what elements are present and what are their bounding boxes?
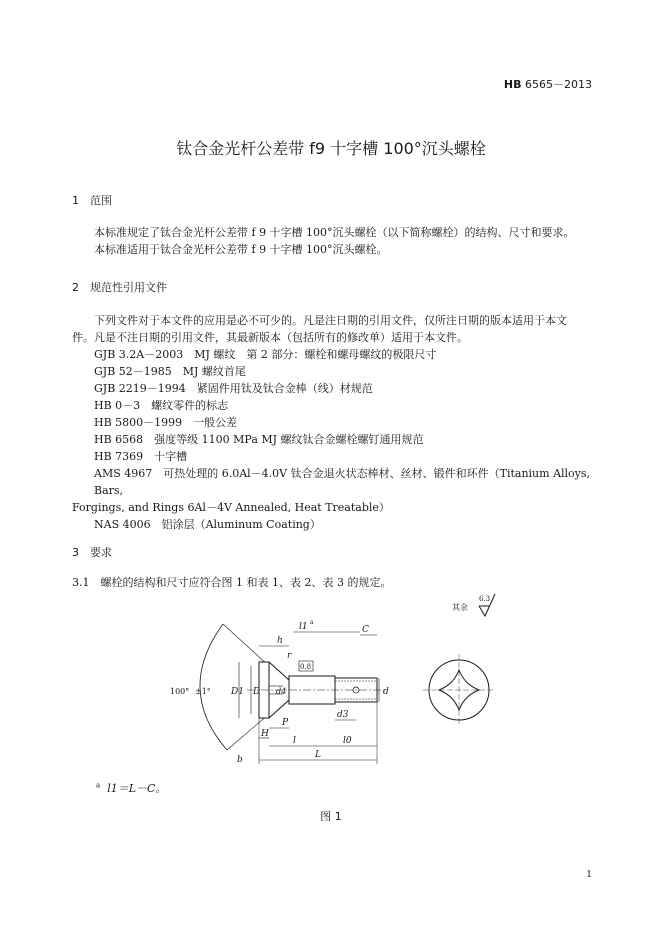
roughness-value: 6.3: [479, 595, 491, 603]
dim-l1: l1: [299, 622, 308, 632]
dim-d3: d3: [337, 710, 349, 720]
section-title: 范围: [90, 194, 112, 207]
dim-P: P: [282, 718, 289, 728]
page-title: 钛合金光杆公差带 f9 十字槽 100°沉头螺栓: [176, 139, 486, 158]
angle-tolerance: ±1°: [195, 687, 211, 696]
page-number: 1: [586, 870, 592, 880]
ref-item: HB 5800－1999 一般公差: [94, 416, 238, 429]
footnote-text: l1＝L－C。: [107, 782, 167, 795]
scope-p2: 本标准适用于钛合金光杆公差带 f 9 十字槽 100°沉头螺栓。: [94, 243, 388, 256]
ref-item-ams-cont: Forgings, and Rings 6Al－4V Annealed, Heat Treatable）: [72, 501, 390, 514]
footnote: [96, 780, 166, 796]
header-code: HB: [503, 78, 522, 91]
ref-item: HB 7369 十字槽: [94, 450, 188, 463]
ref-item-nas: NAS 4006 铝涂层（Aluminum Coating）: [94, 518, 321, 531]
ref-item: GJB 3.2A－2003 MJ 螺纹 第 2 部分：螺栓和螺母螺纹的极限尺寸: [94, 348, 437, 361]
angle-ext-top: [223, 624, 269, 666]
ref-item: HB 6568 强度等级 1100 MPa MJ 螺纹钛合金螺栓螺钉通用规范: [94, 433, 424, 446]
ref-item: GJB 52－1985 MJ 螺纹首尾: [94, 365, 246, 378]
section-3-heading: [72, 544, 112, 560]
section-2-heading: [72, 279, 167, 295]
runout-value: 0.8: [300, 663, 312, 671]
bolt-figure: [165, 590, 585, 780]
ref-item: GJB 2219－1994 紧固件用钛及钛合金棒（线）材规范: [94, 382, 373, 395]
scope-body: [72, 224, 592, 258]
dim-l1-mark: a: [310, 619, 314, 626]
header-number: 6565－2013: [525, 78, 592, 91]
section-1-heading: [72, 192, 112, 208]
section-number: 2: [72, 281, 79, 294]
dim-b: b: [237, 755, 243, 765]
figure-caption: 图 1: [320, 810, 342, 823]
dim-r: r: [287, 651, 292, 661]
refs-intro: 下列文件对于本文件的应用是必不可少的。凡是注日期的引用文件，仅所注日期的版本适用于本文: [94, 314, 567, 327]
req-3-1: [72, 574, 592, 591]
section-title: 规范性引用文件: [90, 281, 167, 294]
ref-item: HB 0－3 螺纹零件的标志: [94, 399, 229, 412]
dim-l0: l0: [343, 736, 352, 746]
dim-h: h: [277, 636, 283, 646]
footnote-mark: a: [96, 781, 101, 790]
dim-d: d: [383, 687, 389, 697]
doc-header: [504, 76, 592, 92]
dim-D1: D1: [231, 687, 244, 697]
ref-item-ams: AMS 4967 可热处理的 6.0Al－4.0V 钛合金退火状态棒材、丝材、锻件和环件（Titanium Alloys, Bars,: [94, 467, 591, 497]
dim-c: C: [362, 625, 369, 635]
section-number: 3: [72, 546, 79, 559]
dim-D: D: [253, 687, 261, 697]
req-3-1-text: 3.1 螺栓的结构和尺寸应符合图 1 和表 1、表 2、表 3 的规定。: [72, 576, 392, 589]
refs-body: [72, 312, 592, 533]
scope-p1: 本标准规定了钛合金光杆公差带 f 9 十字槽 100°沉头螺栓（以下简称螺栓）的结构、尺寸和要求。: [94, 226, 575, 239]
section-number: 1: [72, 194, 79, 207]
angle-value: 100°: [170, 687, 190, 696]
dim-H: H: [261, 729, 269, 739]
other-label: 其余: [452, 603, 468, 612]
section-title: 要求: [90, 546, 112, 559]
dim-d4: d4: [276, 687, 287, 696]
dim-L: L: [315, 750, 321, 760]
refs-intro-cont: 件。凡是不注日期的引用文件，其最新版本（包括所有的修改单）适用于本文件。: [72, 331, 468, 344]
dim-l: l: [293, 736, 296, 746]
